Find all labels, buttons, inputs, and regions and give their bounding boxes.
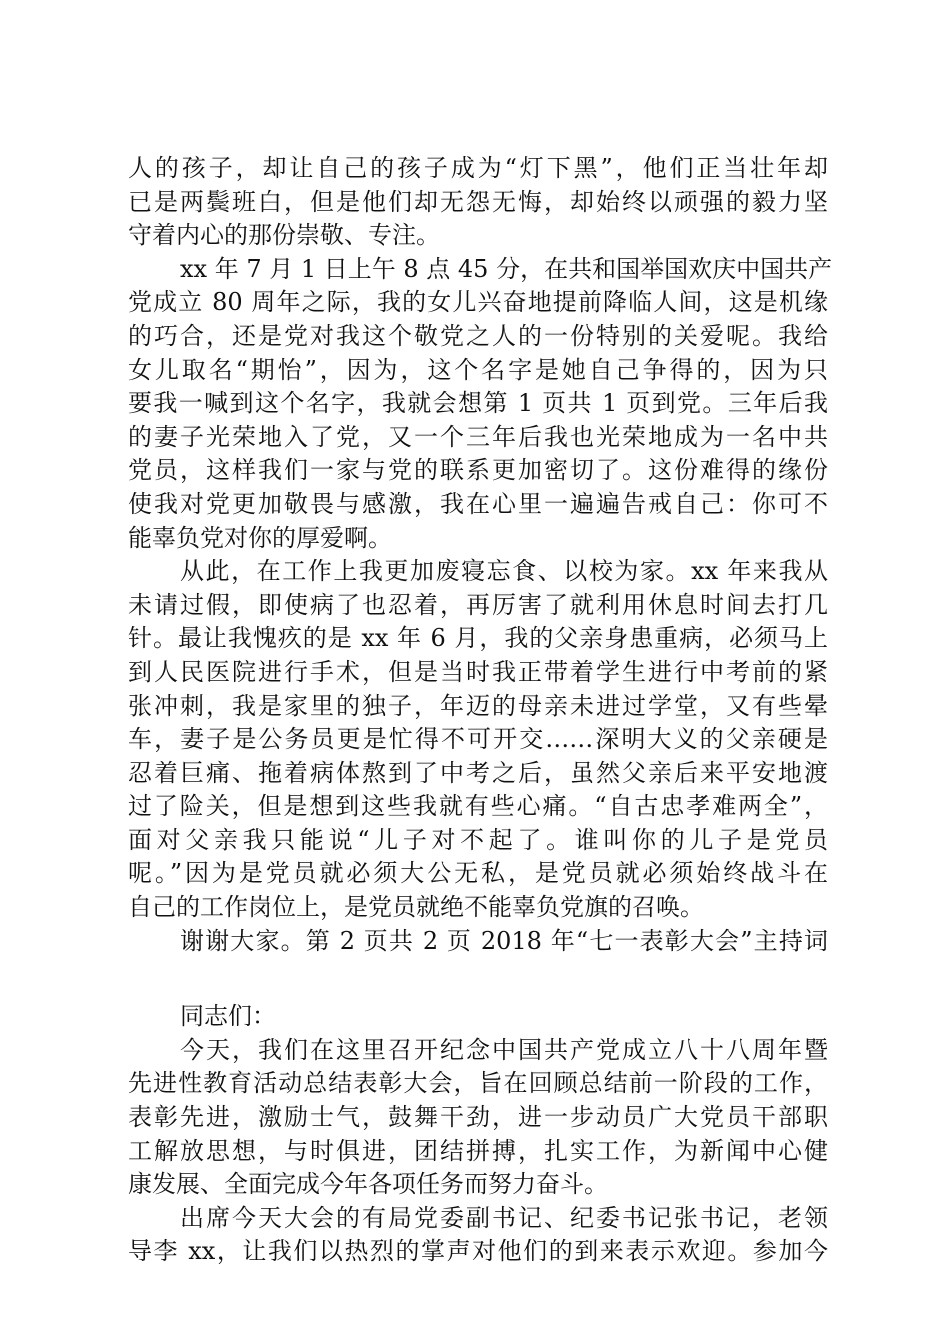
text-line: 张冲刺，我是家里的独子，年迈的母亲未进过学堂，又有些晕 <box>128 691 828 720</box>
text-line: 党员，这样我们一家与党的联系更加密切了。这份难得的缘份 <box>128 456 828 485</box>
text-line: 车，妻子是公务员更是忙得不可开交……深明大义的父亲硬是 <box>128 725 828 754</box>
text-line: 出席今天大会的有局党委副书记、纪委书记张书记，老领 <box>180 1203 828 1232</box>
text-line: 表彰先进，激励士气，鼓舞干劲，进一步动员广大党员干部职 <box>128 1103 828 1132</box>
text-line: 人的孩子，却让自己的孩子成为“灯下黑”，他们正当壮年却 <box>128 154 828 182</box>
text-line: 呢。”因为是党员就必须大公无私，是党员就必须始终战斗在 <box>128 859 828 888</box>
text-line: 的妻子光荣地入了党，又一个三年后我也光荣地成为一名中共 <box>128 422 828 451</box>
text-line: 的巧合，还是党对我这个敬党之人的一份特别的关爱呢。我给 <box>128 321 828 350</box>
text-line: 面对父亲我只能说“儿子对不起了。谁叫你的儿子是党员 <box>128 825 828 854</box>
document-body <box>128 152 833 1269</box>
text-line: 到人民医院进行手术，但是当时我正带着学生进行中考前的紧 <box>128 657 828 686</box>
speech-section <box>128 152 833 958</box>
text-line: 过了险关，但是想到这些我就有些心痛。“自古忠孝难两全”， <box>128 792 828 821</box>
text-line: xx 年 7 月 1 日上午 8 点 45 分，在共和国举国欢庆中国共产 <box>180 254 833 283</box>
host-script-section <box>128 1000 828 1269</box>
text-line: 同志们： <box>180 1002 276 1031</box>
text-line: 已是两鬓班白，但是他们却无怨无悔，却始终以顽强的毅力坚 <box>128 187 828 216</box>
text-line: 工解放思想，与时俱进，团结拼搏，扎实工作，为新闻中心健 <box>128 1136 828 1165</box>
text-line: 女儿取名“期怡”，因为，这个名字是她自己争得的，因为只 <box>128 355 828 384</box>
text-line: 从此，在工作上我更加废寝忘食、以校为家。xx 年来我从 <box>180 557 828 586</box>
section-gap <box>128 958 828 1000</box>
text-line: 自己的工作岗位上，是党员就绝不能辜负党旗的召唤。 <box>128 893 704 922</box>
text-line: 守着内心的那份崇敬、专注。 <box>128 221 440 250</box>
text-line: 党成立 80 周年之际，我的女儿兴奋地提前降临人间，这是机缘 <box>128 288 828 317</box>
text-line: 忍着巨痛、拖着病体熬到了中考之后，虽然父亲后来平安地渡 <box>128 758 828 787</box>
text-line: 未请过假，即使病了也忍着，再厉害了就利用休息时间去打几 <box>128 590 828 619</box>
text-line: 导李 xx，让我们以热烈的掌声对他们的到来表示欢迎。参加今 <box>128 1237 828 1266</box>
text-line: 今天，我们在这里召开纪念中国共产党成立八十八周年暨 <box>180 1035 828 1064</box>
text-line: 要我一喊到这个名字，我就会想第 1 页共 1 页到党。三年后我 <box>128 389 828 418</box>
text-line: 能辜负党对你的厚爱啊。 <box>128 523 392 552</box>
text-line: 康发展、全面完成今年各项任务而努力奋斗。 <box>128 1170 608 1199</box>
text-line: 使我对党更加敬畏与感激，我在心里一遍遍告戒自己：你可不 <box>128 489 828 518</box>
text-line: 针。最让我愧疚的是 xx 年 6 月，我的父亲身患重病，必须马上 <box>128 624 828 653</box>
text-line: 先进性教育活动总结表彰大会，旨在回顾总结前一阶段的工作， <box>128 1069 828 1098</box>
text-line: 谢谢大家。第 2 页共 2 页 2018 年“七一表彰大会”主持词 <box>180 926 828 955</box>
